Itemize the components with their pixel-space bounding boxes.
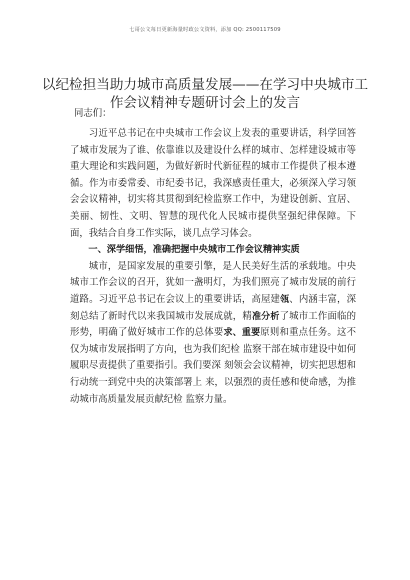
paragraph-intro: 习近平总书记在中央城市工作会议上发表的重要讲话，科学回答了城市发展为了谁、依靠谁以及建设什么样的城市、怎样建设城市等重大理论和实践问题，为做好新时代新征程的城市工作提供了根本遵循。作为市委常委、市纪委书记，我深感责任重大，必须深入学习领会会议精神，切实将其贯彻到纪检监察工作中，为建设创新、宜居、美丽、韧性、文明、智慧的现代化人民城市提供坚强纪律保障。下面，我结合自身工作实际，谈几点学习体会。 xyxy=(70,128,356,239)
salutation: 同志们： xyxy=(74,108,112,119)
paragraph-text: 原则和重点任务。这不仅为城市发展指明了方向，也为我们纪检 监察干部在城市建设中如何履职尽责提供了重要指引。我们要深 刻领会会议精神，切实把思想和行动统一到党中央的决策部署上 来，以强烈的责任感和使命感，为推动城市高质量发展贡献纪检 监察力量。 xyxy=(70,327,356,405)
paragraph-text: 城市，是国家发展的重要引擎，是人民美好生活的承载地。中央城市工作会议的召开，犹如一盏明灯，为我们照亮了城市发展的前行道路。习近平总书记在会议上的重要讲话，高屋建 xyxy=(70,260,356,305)
paragraph-text: 了城市工作面临的形势，明确了做好城市工作的总体要 xyxy=(70,310,356,339)
document-body xyxy=(70,126,356,408)
paragraph-section-1 xyxy=(70,259,356,408)
paragraph-text: 、内涵丰富，深刻总结了新时代以来我国城市发展成就，精 xyxy=(70,293,356,322)
bold-fragment: 准分析 xyxy=(251,311,280,322)
page-header: 七哥公文每日更新海量时政公文资料，添加 QQ: 2500117509 xyxy=(129,27,281,33)
document-title: 以纪检担当助力城市高质量发展——在学习中央城市工作会议精神专题研讨会上的发言 xyxy=(41,77,369,111)
bold-fragment: 求、重要 xyxy=(223,328,261,339)
section-heading-1: 一、深学细悟，准确把握中央城市工作会议精神实质 xyxy=(88,244,300,256)
bold-fragment: 瓴 xyxy=(280,294,290,305)
